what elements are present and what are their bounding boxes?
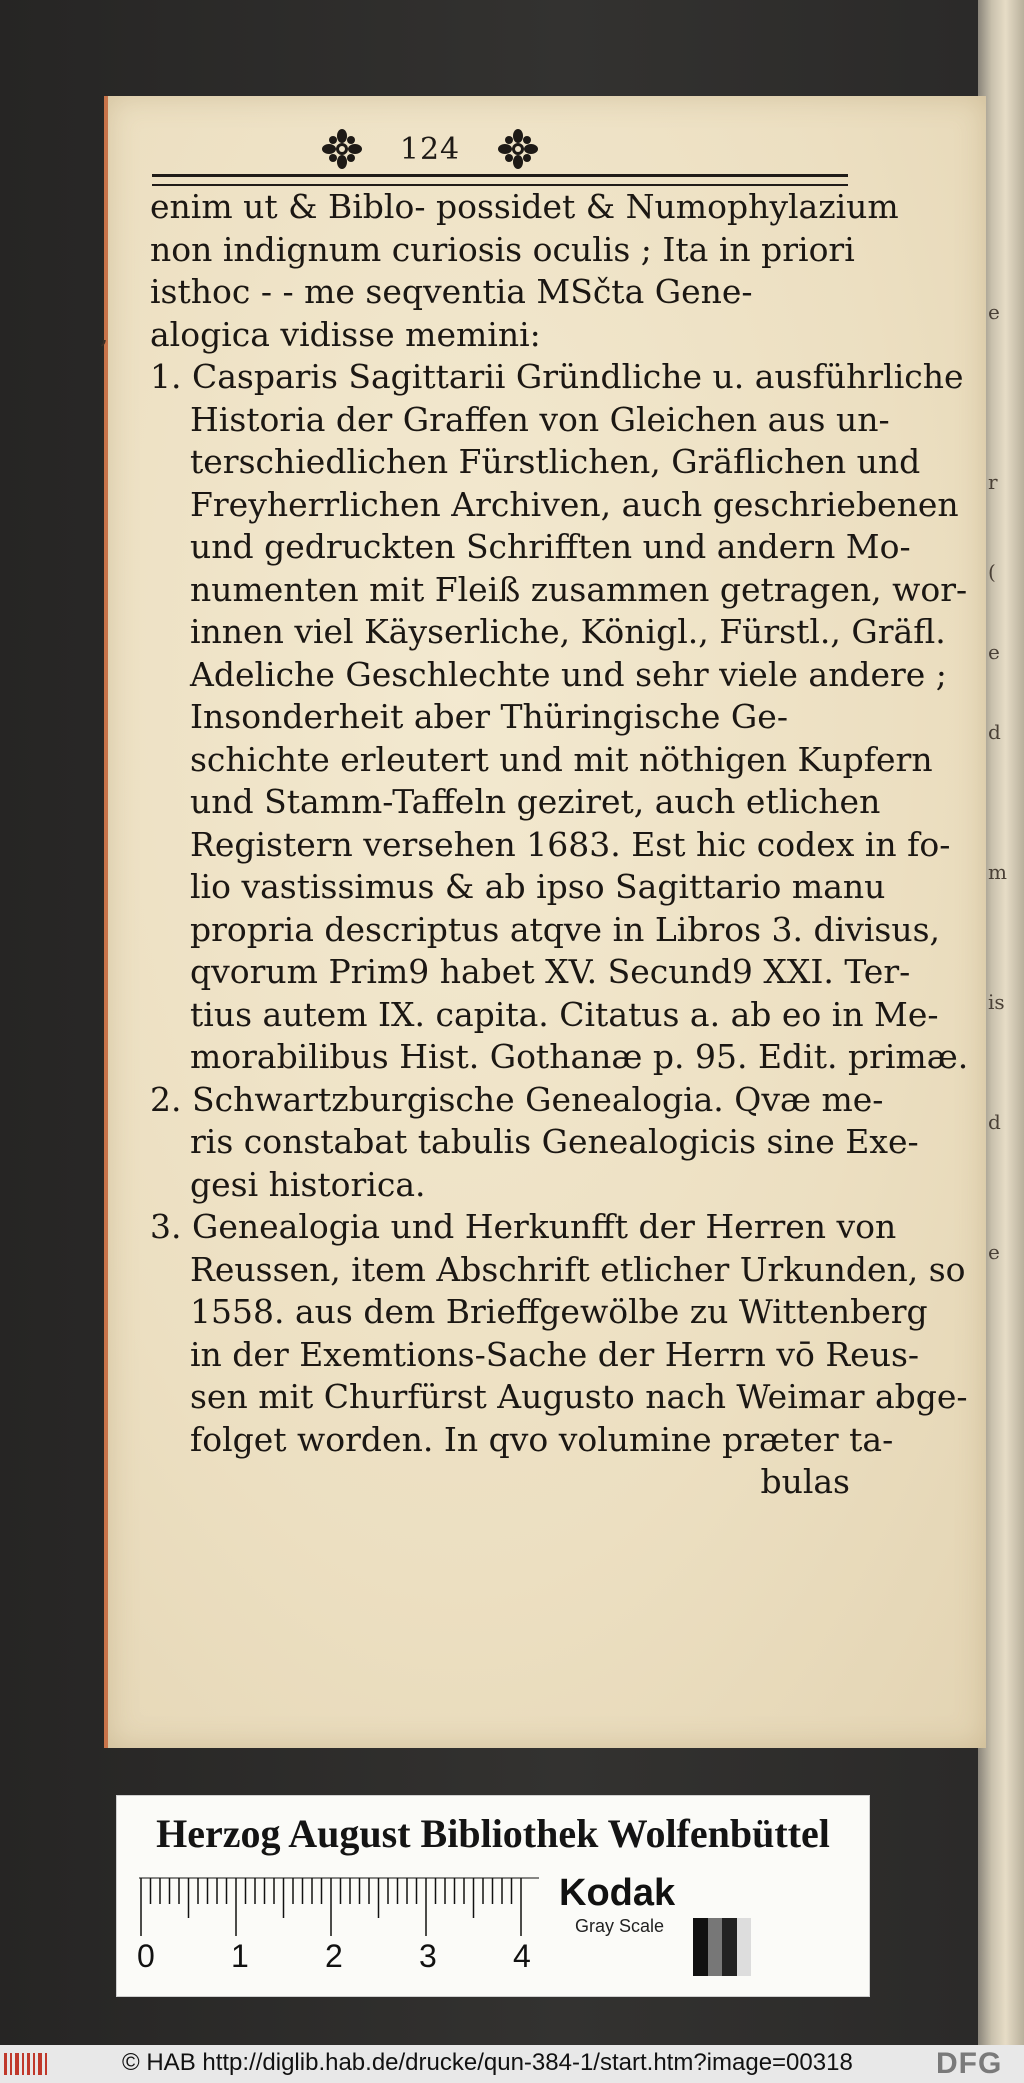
text-line: Adeliche Geschlechte und sehr viele andere ; (190, 654, 947, 694)
text-line: 1558. aus dem Brieffgewölbe zu Wittenberg (190, 1292, 928, 1331)
gray-scale-label: Gray Scale (575, 1916, 665, 1936)
ruler-number: 0 (137, 1938, 155, 1974)
next-page-edge: e r ( e d m is d e (978, 0, 1024, 2045)
page-number: 124 (399, 131, 461, 167)
text-line: und gedruckten Schrifften und andern Mo- (190, 527, 911, 566)
page-body-text (150, 186, 969, 1504)
text-line: gesi historica. (190, 1164, 426, 1204)
text-line: propria descriptus atqve in Libros 3. divisus, (190, 909, 940, 949)
text-line: qvorum Prim9 habet XV. Secund9 XXI. Ter- (190, 952, 911, 991)
footer-bar (0, 2045, 1024, 2083)
text-line: lio vastissimus & ab ipso Sagittario manu (190, 867, 886, 906)
text-line: folget worden. In qvo volumine præter ta- (190, 1419, 894, 1459)
text-line: Historia der Graffen von Gleichen aus un- (190, 399, 890, 439)
text-line: tius autem IX. capita. Citatus a. ab eo in Me- (190, 994, 939, 1034)
text-line: innen viel Käyserliche, Königl., Fürstl., Gräfl. (190, 612, 946, 651)
barcode-icon (4, 2053, 48, 2075)
fleuron-left-icon (322, 129, 362, 169)
text-line: terschiedlichen Fürstlichen, Gräflichen und (190, 442, 921, 481)
text-line: ris constabat tabulis Genealogicis sine Exe- (190, 1122, 919, 1161)
library-name: Herzog August Bibliothek Wolfenbüttel (156, 1811, 830, 1856)
text-line: isthoc - - me seqventia MSčta Gene- (150, 272, 753, 311)
text-line: alogica vidisse memini: (150, 314, 541, 354)
ruler-number: 4 (513, 1938, 531, 1974)
dfg-logo: DFG (936, 2047, 1003, 2080)
gray-scale-swatches (693, 1918, 751, 1976)
text-line: 2. Schwartzburgische Genealogia. Qvæ me- (150, 1079, 884, 1119)
header-rule (152, 174, 848, 186)
catchword: bulas (760, 1462, 850, 1501)
ruler-numbers (137, 1938, 557, 1978)
text-line: enim ut & Biblo- possidet & Numophylazium (150, 187, 899, 226)
text-line: 1. Casparis Sagittarii Gründliche u. ausführliche (150, 357, 964, 396)
text-line: Insonderheit aber Thüringische Ge- (190, 697, 788, 736)
text-line: 3. Genealogia und Herkunfft der Herren von (150, 1207, 897, 1246)
text-line: schichte erleutert und mit nöthigen Kupfern (190, 739, 933, 779)
text-line: Registern versehen 1683. Est hic codex in fo- (190, 824, 951, 864)
page-header (150, 124, 710, 174)
text-line: sen mit Churfürst Augusto nach Weimar abge- (190, 1377, 968, 1416)
text-line: Reussen, item Abschrift etlicher Urkunden, so (190, 1249, 966, 1289)
text-line: numenten mit Fleiß zusammen getragen, wor- (190, 569, 968, 609)
text-line: in der Exemtions-Sache der Herrn vō Reus- (190, 1334, 920, 1374)
ruler-number: 1 (231, 1938, 249, 1974)
ruler-scale (139, 1876, 539, 1936)
kodak-logo: Kodak (559, 1872, 676, 1914)
text-line: Freyherrlichen Archiven, auch geschriebenen (190, 484, 959, 524)
margin-mark: , (100, 320, 109, 350)
text-line: morabilibus Hist. Gothanæ p. 95. Edit. primæ. (190, 1037, 969, 1076)
ruler-number: 2 (325, 1938, 343, 1974)
text-line: und Stamm-Taffeln geziret, auch etlichen (190, 782, 881, 821)
text-line: non indignum curiosis oculis ; Ita in priori (150, 229, 855, 269)
color-calibration-card (116, 1795, 870, 1997)
footer-credit: © HAB http://diglib.hab.de/drucke/qun-384-1/start.htm?image=00318 (122, 2049, 853, 2076)
ruler-number: 3 (419, 1938, 437, 1974)
fleuron-right-icon (498, 129, 538, 169)
